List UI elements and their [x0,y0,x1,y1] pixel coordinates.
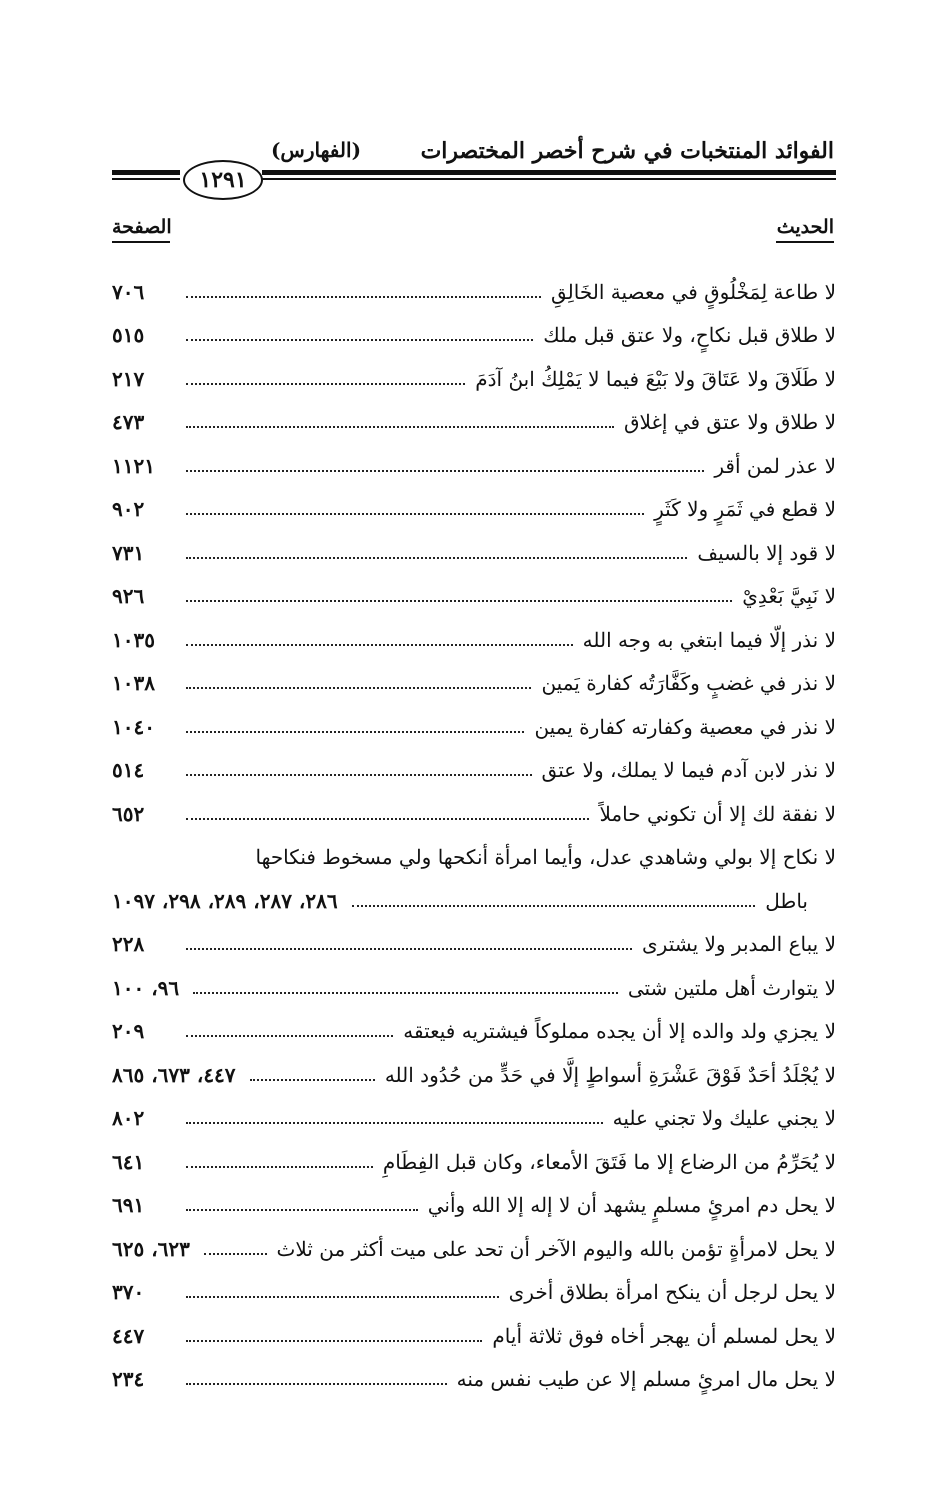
leader-dots [250,1079,375,1081]
header-rule [262,178,836,180]
leader-dots [186,339,533,341]
entry-text: لا يُجْلَدُ أحَدٌ فَوْقَ عَشْرَةِ أسواطٍ إلَّا في حَدٍّ من حُدُود الله [384,1062,836,1087]
entry-page: ٢٢٨ [112,932,145,957]
entry-page: ٤٧٣ [112,410,145,435]
index-entry [112,1010,836,1054]
leader-dots [186,1122,603,1124]
index-entry [112,1271,836,1315]
entry-text: لا يحل مال امرئٍ مسلم إلا عن طيب نفس منه [456,1367,836,1392]
entry-text-line2: باطل [765,888,808,913]
index-entry [112,1184,836,1228]
index-entry [112,1053,836,1097]
entry-page: ٤٤٧، ٦٧٣، ٨٦٥ [112,1062,236,1087]
entry-page: ٢٨٦، ٢٨٧، ٢٨٩، ٢٩٨، ١٠٩٧ [112,888,338,913]
entry-text: لا طَلَاقَ ولا عَتَاقَ ولا بَيْعَ فيما لا يَمْلِكُ ابنُ آدَمَ [475,366,836,391]
index-entry [112,1358,836,1402]
leader-dots [186,1035,393,1037]
index-entry [112,488,836,532]
page-number-badge [183,160,263,200]
index-entry-multiline [112,836,836,923]
hadith-index-list [112,270,836,1401]
entry-page: ٢١٧ [112,366,145,391]
entry-text-line2-row [112,879,836,923]
leader-dots [186,513,644,515]
entry-text: لا يجزي ولد والده إلا أن يجده مملوكاً فيشتريه فيعتقه [403,1019,836,1044]
entry-page: ٩٦، ١٠٠ [112,975,180,1000]
entry-page: ٦٢٣، ٦٢٥ [112,1236,190,1261]
entry-text: لا يحل لامرأةٍ تؤمن بالله واليوم الآخر أن تحد على ميت أكثر من ثلاث [276,1236,836,1261]
entry-page: ٨٠٢ [112,1106,145,1131]
section-title: (الفهارس) [270,138,362,162]
leader-dots [186,948,632,950]
leader-dots [186,1340,482,1342]
leader-dots [186,426,614,428]
index-entry [112,270,836,314]
leader-dots [352,905,756,907]
entry-page: ١٠٤٠ [112,714,155,739]
entry-text: لا عذر لمن أقر [714,453,836,478]
entry-text: لا نَبِيَّ بَعْدِيْ [742,584,836,609]
leader-dots [186,1166,373,1168]
index-entry [112,401,836,445]
entry-page: ١٠٣٥ [112,627,155,652]
entry-page: ٥١٥ [112,323,145,348]
leader-dots [186,1383,447,1385]
entry-page: ٥١٤ [112,758,145,783]
entry-page: ٩٠٢ [112,497,145,522]
book-title: الفوائد المنتخبات في شرح أخصر المختصرات [420,138,834,164]
entry-text: لا طلاق ولا عتق في إغلاق [624,410,836,435]
column-heading-page: الصفحة [112,216,172,238]
leader-dots [186,644,573,646]
entry-text: لا نفقة لك إلا أن تكوني حاملاً [599,801,836,826]
page-number: ١٢٩١ [199,167,247,193]
index-entry [112,705,836,749]
entry-text: لا نذر في غضبٍ وكَفَّارَتُه كفارة يَمين [541,671,836,696]
index-entry [112,531,836,575]
entry-page: ٤٤٧ [112,1323,145,1348]
entry-page: ٣٧٠ [112,1280,145,1305]
entry-text: لا يُحَرِّمُ من الرضاع إلا ما فَتَقَ الأمعاء، وكان قبل الفِطَامِ [382,1149,836,1174]
entry-page: ٢٠٩ [112,1019,145,1044]
index-entry [112,662,836,706]
index-entry [112,444,836,488]
entry-page: ٦٤١ [112,1149,145,1174]
index-entry [112,923,836,967]
entry-page: ٦٩١ [112,1193,145,1218]
entry-page: ٧٣١ [112,540,145,565]
index-entry [112,1227,836,1271]
entry-text: لا طاعة لِمَخْلُوقٍ في معصية الخَالِقِ [550,279,836,304]
column-heading-hadith: الحديث [776,216,834,238]
index-entry [112,1097,836,1141]
entry-page: ١١٢١ [112,453,155,478]
entry-page: ٢٣٤ [112,1367,145,1392]
header-rule [262,170,836,175]
heading-underline [112,241,170,243]
index-entry [112,966,836,1010]
entry-text: لا يجني عليك ولا تجني عليه [612,1106,836,1131]
leader-dots [186,1296,499,1298]
entry-text-line1: لا نكاح إلا بولي وشاهدي عدل، وأيما امرأة أنكحها ولي مسخوط فنكاحها [255,845,836,870]
leader-dots [186,1209,418,1211]
index-entry [112,1314,836,1358]
leader-dots [186,296,541,298]
header-rule [112,178,180,180]
header-rule [112,170,180,175]
index-entry [112,357,836,401]
index-entry [112,792,836,836]
heading-underline [776,241,834,243]
leader-dots [186,774,532,776]
leader-dots [193,992,618,994]
entry-text: لا طلاق قبل نكاحٍ، ولا عتق قبل ملك [543,323,836,348]
leader-dots [186,470,704,472]
index-entry [112,618,836,662]
entry-text: لا نذر في معصية وكفارته كفارة يمين [534,714,836,739]
entry-text: لا نذر لابن آدم فيما لا يملك، ولا عتق [541,758,836,783]
leader-dots [186,600,732,602]
entry-text: لا يتوارث أهل ملتين شتى [627,975,836,1000]
leader-dots [186,818,589,820]
index-entry [112,1140,836,1184]
entry-text: لا نذر إلّا فيما ابتغي به وجه الله [582,627,836,652]
index-entry [112,314,836,358]
entry-page: ٩٢٦ [112,584,145,609]
index-entry [112,749,836,793]
leader-dots [186,731,524,733]
entry-text: لا قطع في ثَمَرٍ ولا كَثَرٍ [654,497,836,522]
leader-dots [186,383,465,385]
entry-text: لا قود إلا بالسيف [697,540,836,565]
entry-text: لا يحل لرجل أن ينكح امرأة بطلاق أخرى [508,1280,836,1305]
entry-text: لا يحل دم امرئٍ مسلمٍ يشهد أن لا إله إلا الله وأني [427,1193,836,1218]
leader-dots [186,687,531,689]
leader-dots [204,1253,267,1255]
entry-text: لا يباع المدبر ولا يشترى [642,932,836,957]
entry-page: ٧٠٦ [112,279,145,304]
leader-dots [186,557,687,559]
entry-page: ١٠٣٨ [112,671,155,696]
entry-text: لا يحل لمسلم أن يهجر أخاه فوق ثلاثة أيام [492,1323,836,1348]
entry-page: ٦٥٢ [112,801,145,826]
index-entry [112,575,836,619]
